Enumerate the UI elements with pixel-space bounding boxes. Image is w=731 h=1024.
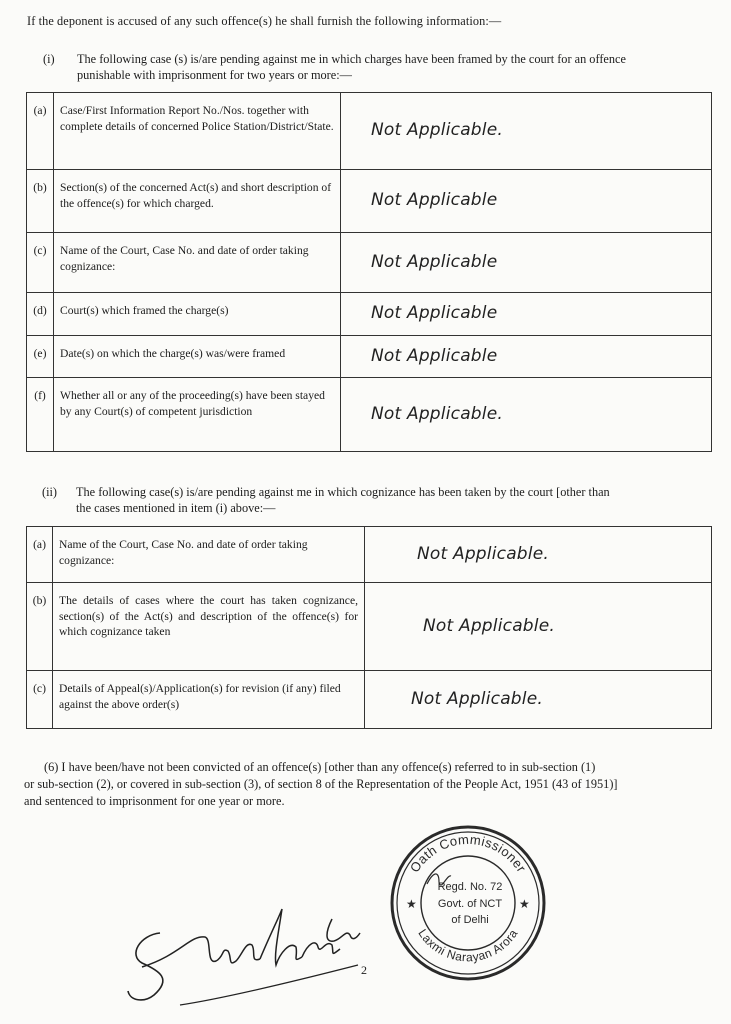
row-answer: Not Applicable. [341,378,712,452]
table-row [27,170,712,233]
row-description: Details of Appeal(s)/Application(s) for revision (if any) filed against the above order(s) [53,671,365,729]
stamp-line2: Govt. of NCT [437,898,503,910]
stamp-star-right: ★ [519,897,530,911]
paragraph-6-line3: and sentenced to imprisonment for one year or more. [24,794,285,808]
row-description: Date(s) on which the charge(s) was/were framed [54,336,341,378]
row-label: (b) [27,170,54,233]
row-answer: Not Applicable. [341,93,712,170]
row-description: Name of the Court, Case No. and date of order taking cognizance: [53,527,365,583]
paragraph-6-line1: (6) I have been/have not been convicted of an offence(s) [other than any offence(s) referred to in sub-section (1) [44,760,596,774]
row-answer: Not Applicable [341,293,712,336]
row-description: Whether all or any of the proceeding(s) have been stayed by any Court(s) of competent jurisdiction [54,378,341,452]
section-i-number: (i) [43,52,55,66]
oath-commissioner-stamp [387,822,549,989]
section-ii-number: (ii) [42,485,58,499]
section-ii-text-line2: the cases mentioned in item (i) above:— [76,501,276,515]
row-answer: Not Applicable [341,336,712,378]
stamp-outer-bottom: Laxmi Narayan Arora [415,926,521,965]
signature [120,895,365,1015]
row-description: Section(s) of the concerned Act(s) and short description of the offence(s) for which charged. [54,170,341,233]
table-row [27,671,712,729]
row-label: (b) [27,583,53,671]
row-label: (c) [27,671,53,729]
intro-text: If the deponent is accused of any such offence(s) he shall furnish the following information:— [27,14,502,28]
table-section-i [26,92,712,452]
table-section-ii [26,526,712,729]
row-description: Case/First Information Report No./Nos. together with complete details of concerned Police Station/District/State. [54,93,341,170]
paragraph-6 [24,759,712,810]
table-row [27,527,712,583]
page-number: 2 [361,963,367,977]
section-i-text-line2: punishable with imprisonment for two years or more:— [77,68,352,82]
stamp-reg-no: Regd. No. 72 [437,881,503,893]
paragraph-6-line2: or sub-section (2), or covered in sub-section (3), of section 8 of the Representation of the People Act, 1951 (43 of 1951)] [24,777,618,791]
row-label: (e) [27,336,54,378]
row-answer: Not Applicable. [365,583,712,671]
section-i-text-line1: The following case (s) is/are pending against me in which charges have been framed by the court for an offence [77,52,626,66]
row-answer: Not Applicable [341,233,712,293]
section-ii-text-line1: The following case(s) is/are pending against me in which cognizance has been taken by the court [other than [76,485,610,499]
svg-text:Oath Commissioner [407,832,530,875]
table-row [27,336,712,378]
row-label: (c) [27,233,54,293]
table-row [27,233,712,293]
stamp-graphic [387,822,549,984]
row-description: Court(s) which framed the charge(s) [54,293,341,336]
row-label: (d) [27,293,54,336]
table-row [27,293,712,336]
stamp-line3: of Delhi [451,914,489,926]
stamp-outer-top: Oath Commissioner [406,831,530,876]
table-row [27,583,712,671]
row-label: (a) [27,93,54,170]
stamp-star-left: ★ [406,897,417,911]
row-answer: Not Applicable. [365,671,712,729]
signature-graphic [120,895,365,1010]
row-description: The details of cases where the court has taken cognizance, section(s) of the Act(s) and description of the offence(s) for which cognizance taken [53,583,365,671]
table-row [27,378,712,452]
row-answer: Not Applicable. [365,527,712,583]
row-label: (f) [27,378,54,452]
table-row [27,93,712,170]
row-answer: Not Applicable [341,170,712,233]
row-label: (a) [27,527,53,583]
row-description: Name of the Court, Case No. and date of order taking cognizance: [54,233,341,293]
